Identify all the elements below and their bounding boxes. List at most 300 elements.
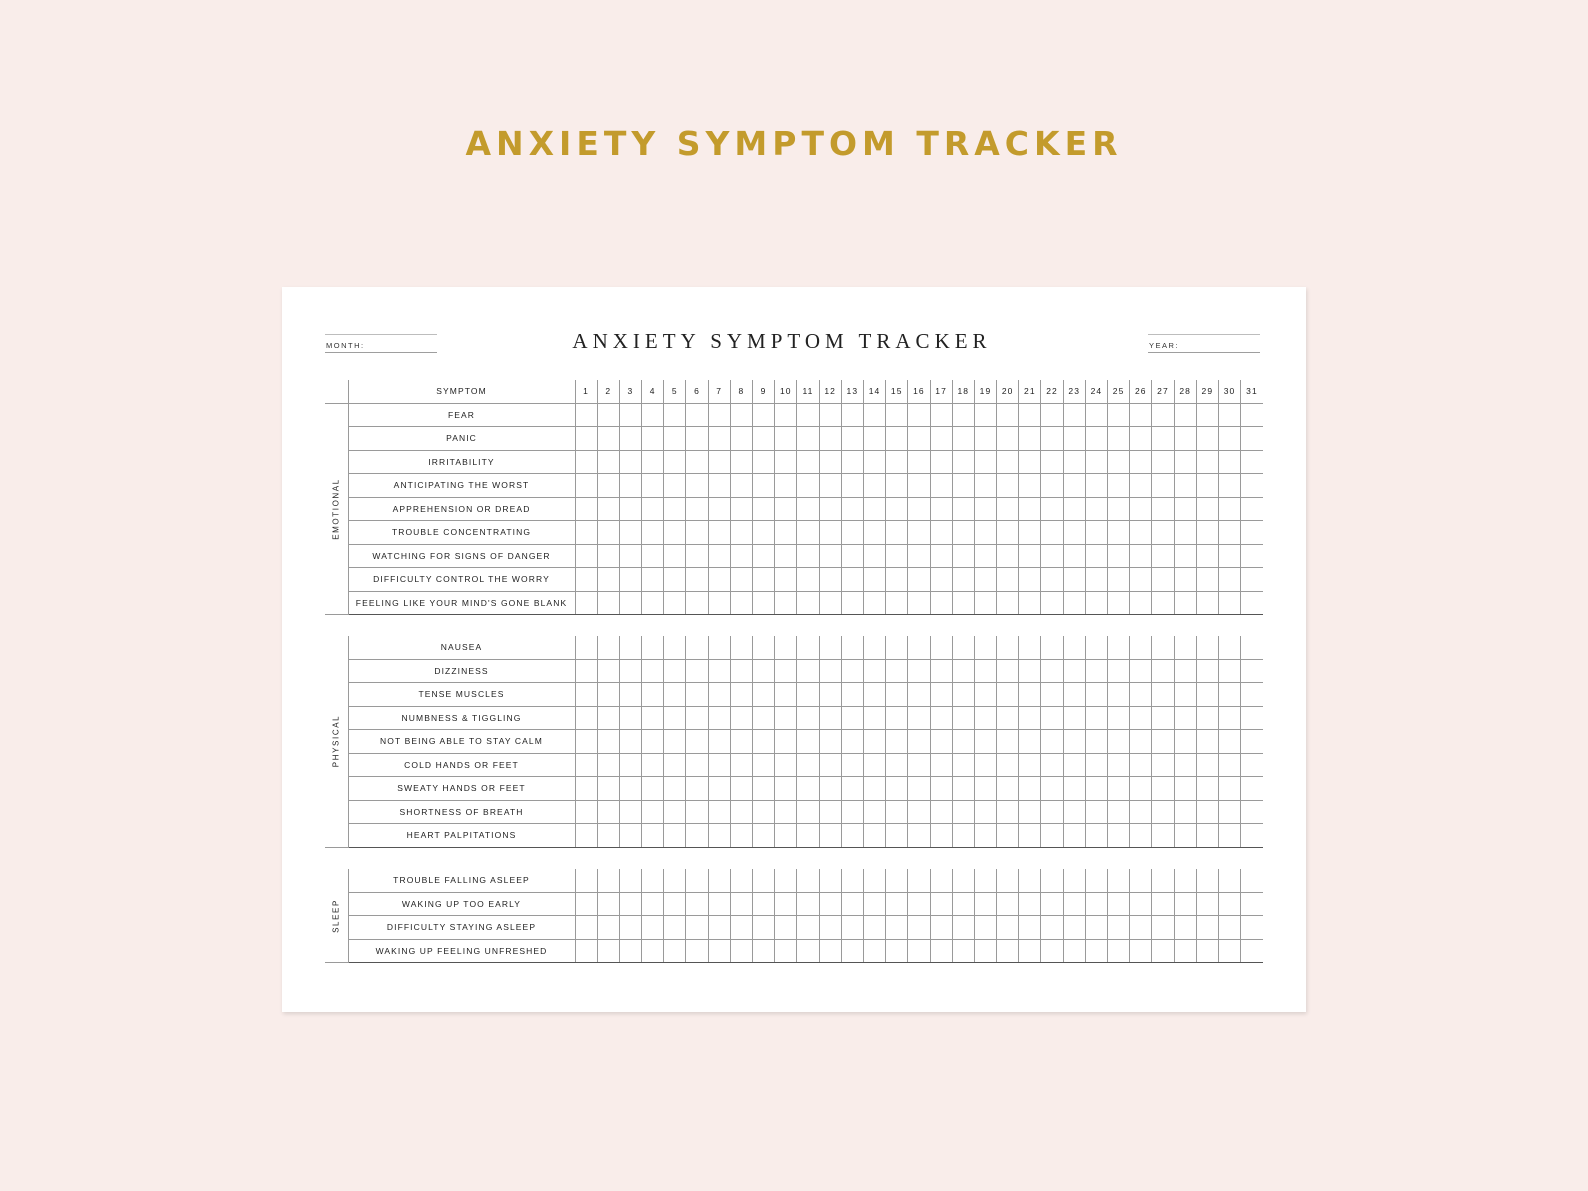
day-checkbox-cell[interactable] bbox=[686, 892, 708, 916]
day-checkbox-cell[interactable] bbox=[819, 636, 841, 659]
day-checkbox-cell[interactable] bbox=[575, 403, 597, 427]
day-checkbox-cell[interactable] bbox=[575, 521, 597, 545]
day-checkbox-cell[interactable] bbox=[775, 659, 797, 683]
day-checkbox-cell[interactable] bbox=[664, 544, 686, 568]
day-checkbox-cell[interactable] bbox=[1019, 939, 1041, 963]
day-checkbox-cell[interactable] bbox=[1019, 497, 1041, 521]
day-checkbox-cell[interactable] bbox=[997, 916, 1019, 940]
day-checkbox-cell[interactable] bbox=[1085, 403, 1107, 427]
day-checkbox-cell[interactable] bbox=[1241, 916, 1263, 940]
day-checkbox-cell[interactable] bbox=[863, 450, 885, 474]
day-checkbox-cell[interactable] bbox=[1196, 403, 1218, 427]
day-checkbox-cell[interactable] bbox=[997, 403, 1019, 427]
day-checkbox-cell[interactable] bbox=[1085, 800, 1107, 824]
day-checkbox-cell[interactable] bbox=[797, 403, 819, 427]
day-checkbox-cell[interactable] bbox=[841, 659, 863, 683]
day-checkbox-cell[interactable] bbox=[908, 916, 930, 940]
day-checkbox-cell[interactable] bbox=[886, 892, 908, 916]
day-checkbox-cell[interactable] bbox=[664, 777, 686, 801]
day-checkbox-cell[interactable] bbox=[664, 497, 686, 521]
day-checkbox-cell[interactable] bbox=[841, 474, 863, 498]
day-checkbox-cell[interactable] bbox=[930, 777, 952, 801]
day-checkbox-cell[interactable] bbox=[952, 521, 974, 545]
day-checkbox-cell[interactable] bbox=[841, 427, 863, 451]
day-checkbox-cell[interactable] bbox=[730, 824, 752, 848]
day-checkbox-cell[interactable] bbox=[974, 497, 996, 521]
day-checkbox-cell[interactable] bbox=[974, 916, 996, 940]
day-checkbox-cell[interactable] bbox=[1241, 521, 1263, 545]
day-checkbox-cell[interactable] bbox=[1108, 730, 1130, 754]
day-checkbox-cell[interactable] bbox=[797, 869, 819, 892]
day-checkbox-cell[interactable] bbox=[1019, 753, 1041, 777]
day-checkbox-cell[interactable] bbox=[819, 683, 841, 707]
day-checkbox-cell[interactable] bbox=[708, 427, 730, 451]
day-checkbox-cell[interactable] bbox=[642, 544, 664, 568]
day-checkbox-cell[interactable] bbox=[841, 706, 863, 730]
day-checkbox-cell[interactable] bbox=[930, 521, 952, 545]
day-checkbox-cell[interactable] bbox=[863, 706, 885, 730]
day-checkbox-cell[interactable] bbox=[1063, 544, 1085, 568]
day-checkbox-cell[interactable] bbox=[886, 521, 908, 545]
day-checkbox-cell[interactable] bbox=[1085, 591, 1107, 615]
day-checkbox-cell[interactable] bbox=[930, 869, 952, 892]
day-checkbox-cell[interactable] bbox=[997, 800, 1019, 824]
day-checkbox-cell[interactable] bbox=[686, 403, 708, 427]
day-checkbox-cell[interactable] bbox=[686, 659, 708, 683]
day-checkbox-cell[interactable] bbox=[841, 450, 863, 474]
day-checkbox-cell[interactable] bbox=[619, 474, 641, 498]
day-checkbox-cell[interactable] bbox=[863, 568, 885, 592]
day-checkbox-cell[interactable] bbox=[619, 683, 641, 707]
day-checkbox-cell[interactable] bbox=[1196, 568, 1218, 592]
day-checkbox-cell[interactable] bbox=[753, 753, 775, 777]
day-checkbox-cell[interactable] bbox=[1108, 474, 1130, 498]
day-checkbox-cell[interactable] bbox=[908, 474, 930, 498]
day-checkbox-cell[interactable] bbox=[797, 544, 819, 568]
day-checkbox-cell[interactable] bbox=[1085, 777, 1107, 801]
day-checkbox-cell[interactable] bbox=[1063, 521, 1085, 545]
day-checkbox-cell[interactable] bbox=[664, 800, 686, 824]
day-checkbox-cell[interactable] bbox=[597, 824, 619, 848]
day-checkbox-cell[interactable] bbox=[1019, 544, 1041, 568]
day-checkbox-cell[interactable] bbox=[1019, 450, 1041, 474]
day-checkbox-cell[interactable] bbox=[775, 544, 797, 568]
day-checkbox-cell[interactable] bbox=[819, 427, 841, 451]
day-checkbox-cell[interactable] bbox=[1130, 497, 1152, 521]
day-checkbox-cell[interactable] bbox=[1130, 824, 1152, 848]
day-checkbox-cell[interactable] bbox=[997, 777, 1019, 801]
day-checkbox-cell[interactable] bbox=[1152, 800, 1174, 824]
day-checkbox-cell[interactable] bbox=[730, 474, 752, 498]
day-checkbox-cell[interactable] bbox=[1019, 427, 1041, 451]
day-checkbox-cell[interactable] bbox=[997, 730, 1019, 754]
day-checkbox-cell[interactable] bbox=[1063, 730, 1085, 754]
day-checkbox-cell[interactable] bbox=[1108, 706, 1130, 730]
day-checkbox-cell[interactable] bbox=[863, 521, 885, 545]
day-checkbox-cell[interactable] bbox=[797, 683, 819, 707]
day-checkbox-cell[interactable] bbox=[863, 659, 885, 683]
day-checkbox-cell[interactable] bbox=[1108, 659, 1130, 683]
day-checkbox-cell[interactable] bbox=[775, 916, 797, 940]
day-checkbox-cell[interactable] bbox=[1130, 777, 1152, 801]
day-checkbox-cell[interactable] bbox=[1152, 706, 1174, 730]
day-checkbox-cell[interactable] bbox=[952, 568, 974, 592]
day-checkbox-cell[interactable] bbox=[1174, 939, 1196, 963]
day-checkbox-cell[interactable] bbox=[730, 800, 752, 824]
day-checkbox-cell[interactable] bbox=[619, 450, 641, 474]
day-checkbox-cell[interactable] bbox=[797, 636, 819, 659]
day-checkbox-cell[interactable] bbox=[708, 636, 730, 659]
day-checkbox-cell[interactable] bbox=[1063, 474, 1085, 498]
day-checkbox-cell[interactable] bbox=[1152, 497, 1174, 521]
day-checkbox-cell[interactable] bbox=[642, 916, 664, 940]
day-checkbox-cell[interactable] bbox=[1218, 777, 1240, 801]
day-checkbox-cell[interactable] bbox=[642, 497, 664, 521]
day-checkbox-cell[interactable] bbox=[664, 683, 686, 707]
day-checkbox-cell[interactable] bbox=[619, 777, 641, 801]
day-checkbox-cell[interactable] bbox=[1063, 427, 1085, 451]
day-checkbox-cell[interactable] bbox=[886, 568, 908, 592]
day-checkbox-cell[interactable] bbox=[1241, 824, 1263, 848]
day-checkbox-cell[interactable] bbox=[753, 427, 775, 451]
day-checkbox-cell[interactable] bbox=[1019, 869, 1041, 892]
day-checkbox-cell[interactable] bbox=[1241, 568, 1263, 592]
day-checkbox-cell[interactable] bbox=[730, 869, 752, 892]
day-checkbox-cell[interactable] bbox=[1152, 659, 1174, 683]
day-checkbox-cell[interactable] bbox=[597, 403, 619, 427]
day-checkbox-cell[interactable] bbox=[775, 403, 797, 427]
day-checkbox-cell[interactable] bbox=[730, 450, 752, 474]
day-checkbox-cell[interactable] bbox=[930, 450, 952, 474]
day-checkbox-cell[interactable] bbox=[730, 591, 752, 615]
day-checkbox-cell[interactable] bbox=[997, 636, 1019, 659]
day-checkbox-cell[interactable] bbox=[664, 916, 686, 940]
day-checkbox-cell[interactable] bbox=[1085, 916, 1107, 940]
day-checkbox-cell[interactable] bbox=[597, 916, 619, 940]
day-checkbox-cell[interactable] bbox=[1241, 753, 1263, 777]
day-checkbox-cell[interactable] bbox=[1130, 474, 1152, 498]
day-checkbox-cell[interactable] bbox=[863, 730, 885, 754]
day-checkbox-cell[interactable] bbox=[753, 892, 775, 916]
day-checkbox-cell[interactable] bbox=[664, 636, 686, 659]
day-checkbox-cell[interactable] bbox=[974, 800, 996, 824]
day-checkbox-cell[interactable] bbox=[1019, 521, 1041, 545]
day-checkbox-cell[interactable] bbox=[1196, 916, 1218, 940]
day-checkbox-cell[interactable] bbox=[775, 568, 797, 592]
day-checkbox-cell[interactable] bbox=[997, 683, 1019, 707]
day-checkbox-cell[interactable] bbox=[997, 892, 1019, 916]
day-checkbox-cell[interactable] bbox=[708, 659, 730, 683]
day-checkbox-cell[interactable] bbox=[974, 521, 996, 545]
day-checkbox-cell[interactable] bbox=[1152, 403, 1174, 427]
day-checkbox-cell[interactable] bbox=[753, 916, 775, 940]
day-checkbox-cell[interactable] bbox=[686, 636, 708, 659]
day-checkbox-cell[interactable] bbox=[619, 591, 641, 615]
day-checkbox-cell[interactable] bbox=[664, 730, 686, 754]
day-checkbox-cell[interactable] bbox=[1063, 869, 1085, 892]
day-checkbox-cell[interactable] bbox=[619, 544, 641, 568]
day-checkbox-cell[interactable] bbox=[1019, 403, 1041, 427]
day-checkbox-cell[interactable] bbox=[841, 892, 863, 916]
day-checkbox-cell[interactable] bbox=[575, 730, 597, 754]
day-checkbox-cell[interactable] bbox=[1085, 730, 1107, 754]
day-checkbox-cell[interactable] bbox=[575, 427, 597, 451]
day-checkbox-cell[interactable] bbox=[1085, 869, 1107, 892]
day-checkbox-cell[interactable] bbox=[575, 450, 597, 474]
day-checkbox-cell[interactable] bbox=[686, 683, 708, 707]
day-checkbox-cell[interactable] bbox=[1218, 497, 1240, 521]
day-checkbox-cell[interactable] bbox=[797, 568, 819, 592]
day-checkbox-cell[interactable] bbox=[797, 730, 819, 754]
day-checkbox-cell[interactable] bbox=[730, 403, 752, 427]
day-checkbox-cell[interactable] bbox=[708, 403, 730, 427]
day-checkbox-cell[interactable] bbox=[1041, 730, 1063, 754]
day-checkbox-cell[interactable] bbox=[974, 753, 996, 777]
day-checkbox-cell[interactable] bbox=[708, 753, 730, 777]
day-checkbox-cell[interactable] bbox=[974, 706, 996, 730]
day-checkbox-cell[interactable] bbox=[1085, 544, 1107, 568]
day-checkbox-cell[interactable] bbox=[1241, 869, 1263, 892]
day-checkbox-cell[interactable] bbox=[997, 591, 1019, 615]
day-checkbox-cell[interactable] bbox=[930, 892, 952, 916]
day-checkbox-cell[interactable] bbox=[753, 497, 775, 521]
day-checkbox-cell[interactable] bbox=[1085, 450, 1107, 474]
day-checkbox-cell[interactable] bbox=[642, 427, 664, 451]
day-checkbox-cell[interactable] bbox=[708, 450, 730, 474]
day-checkbox-cell[interactable] bbox=[619, 939, 641, 963]
day-checkbox-cell[interactable] bbox=[797, 824, 819, 848]
day-checkbox-cell[interactable] bbox=[886, 869, 908, 892]
day-checkbox-cell[interactable] bbox=[753, 730, 775, 754]
day-checkbox-cell[interactable] bbox=[952, 706, 974, 730]
day-checkbox-cell[interactable] bbox=[619, 824, 641, 848]
day-checkbox-cell[interactable] bbox=[819, 939, 841, 963]
day-checkbox-cell[interactable] bbox=[841, 916, 863, 940]
day-checkbox-cell[interactable] bbox=[1108, 544, 1130, 568]
day-checkbox-cell[interactable] bbox=[908, 591, 930, 615]
day-checkbox-cell[interactable] bbox=[1130, 659, 1152, 683]
day-checkbox-cell[interactable] bbox=[619, 659, 641, 683]
day-checkbox-cell[interactable] bbox=[1152, 568, 1174, 592]
day-checkbox-cell[interactable] bbox=[775, 892, 797, 916]
day-checkbox-cell[interactable] bbox=[1196, 824, 1218, 848]
day-checkbox-cell[interactable] bbox=[1174, 824, 1196, 848]
day-checkbox-cell[interactable] bbox=[1130, 753, 1152, 777]
day-checkbox-cell[interactable] bbox=[997, 659, 1019, 683]
day-checkbox-cell[interactable] bbox=[908, 706, 930, 730]
day-checkbox-cell[interactable] bbox=[797, 474, 819, 498]
day-checkbox-cell[interactable] bbox=[597, 636, 619, 659]
day-checkbox-cell[interactable] bbox=[1019, 916, 1041, 940]
day-checkbox-cell[interactable] bbox=[930, 474, 952, 498]
day-checkbox-cell[interactable] bbox=[1152, 683, 1174, 707]
day-checkbox-cell[interactable] bbox=[575, 916, 597, 940]
day-checkbox-cell[interactable] bbox=[1019, 777, 1041, 801]
day-checkbox-cell[interactable] bbox=[775, 521, 797, 545]
day-checkbox-cell[interactable] bbox=[619, 403, 641, 427]
day-checkbox-cell[interactable] bbox=[997, 521, 1019, 545]
day-checkbox-cell[interactable] bbox=[664, 892, 686, 916]
day-checkbox-cell[interactable] bbox=[886, 497, 908, 521]
day-checkbox-cell[interactable] bbox=[974, 777, 996, 801]
day-checkbox-cell[interactable] bbox=[797, 892, 819, 916]
day-checkbox-cell[interactable] bbox=[1196, 450, 1218, 474]
day-checkbox-cell[interactable] bbox=[819, 659, 841, 683]
day-checkbox-cell[interactable] bbox=[753, 659, 775, 683]
day-checkbox-cell[interactable] bbox=[841, 544, 863, 568]
day-checkbox-cell[interactable] bbox=[1218, 403, 1240, 427]
day-checkbox-cell[interactable] bbox=[1041, 636, 1063, 659]
day-checkbox-cell[interactable] bbox=[686, 544, 708, 568]
day-checkbox-cell[interactable] bbox=[1152, 521, 1174, 545]
day-checkbox-cell[interactable] bbox=[1130, 730, 1152, 754]
day-checkbox-cell[interactable] bbox=[664, 521, 686, 545]
day-checkbox-cell[interactable] bbox=[1196, 706, 1218, 730]
day-checkbox-cell[interactable] bbox=[642, 753, 664, 777]
day-checkbox-cell[interactable] bbox=[1041, 474, 1063, 498]
day-checkbox-cell[interactable] bbox=[908, 824, 930, 848]
day-checkbox-cell[interactable] bbox=[619, 706, 641, 730]
day-checkbox-cell[interactable] bbox=[775, 683, 797, 707]
day-checkbox-cell[interactable] bbox=[1174, 636, 1196, 659]
day-checkbox-cell[interactable] bbox=[908, 427, 930, 451]
day-checkbox-cell[interactable] bbox=[597, 753, 619, 777]
day-checkbox-cell[interactable] bbox=[863, 753, 885, 777]
day-checkbox-cell[interactable] bbox=[708, 777, 730, 801]
day-checkbox-cell[interactable] bbox=[730, 497, 752, 521]
day-checkbox-cell[interactable] bbox=[886, 403, 908, 427]
day-checkbox-cell[interactable] bbox=[730, 521, 752, 545]
day-checkbox-cell[interactable] bbox=[708, 892, 730, 916]
day-checkbox-cell[interactable] bbox=[686, 777, 708, 801]
day-checkbox-cell[interactable] bbox=[753, 636, 775, 659]
day-checkbox-cell[interactable] bbox=[686, 939, 708, 963]
day-checkbox-cell[interactable] bbox=[1085, 892, 1107, 916]
day-checkbox-cell[interactable] bbox=[575, 777, 597, 801]
day-checkbox-cell[interactable] bbox=[1085, 568, 1107, 592]
day-checkbox-cell[interactable] bbox=[1174, 403, 1196, 427]
day-checkbox-cell[interactable] bbox=[952, 659, 974, 683]
day-checkbox-cell[interactable] bbox=[886, 777, 908, 801]
day-checkbox-cell[interactable] bbox=[997, 497, 1019, 521]
day-checkbox-cell[interactable] bbox=[863, 636, 885, 659]
day-checkbox-cell[interactable] bbox=[797, 800, 819, 824]
day-checkbox-cell[interactable] bbox=[642, 800, 664, 824]
day-checkbox-cell[interactable] bbox=[1196, 683, 1218, 707]
day-checkbox-cell[interactable] bbox=[775, 474, 797, 498]
day-checkbox-cell[interactable] bbox=[819, 521, 841, 545]
day-checkbox-cell[interactable] bbox=[1196, 730, 1218, 754]
day-checkbox-cell[interactable] bbox=[1108, 636, 1130, 659]
day-checkbox-cell[interactable] bbox=[952, 777, 974, 801]
day-checkbox-cell[interactable] bbox=[908, 800, 930, 824]
day-checkbox-cell[interactable] bbox=[1085, 706, 1107, 730]
day-checkbox-cell[interactable] bbox=[1196, 939, 1218, 963]
day-checkbox-cell[interactable] bbox=[664, 474, 686, 498]
day-checkbox-cell[interactable] bbox=[753, 591, 775, 615]
day-checkbox-cell[interactable] bbox=[1108, 753, 1130, 777]
day-checkbox-cell[interactable] bbox=[664, 706, 686, 730]
day-checkbox-cell[interactable] bbox=[730, 706, 752, 730]
day-checkbox-cell[interactable] bbox=[775, 706, 797, 730]
day-checkbox-cell[interactable] bbox=[730, 730, 752, 754]
day-checkbox-cell[interactable] bbox=[1063, 824, 1085, 848]
day-checkbox-cell[interactable] bbox=[1196, 800, 1218, 824]
day-checkbox-cell[interactable] bbox=[597, 474, 619, 498]
day-checkbox-cell[interactable] bbox=[597, 706, 619, 730]
day-checkbox-cell[interactable] bbox=[597, 939, 619, 963]
day-checkbox-cell[interactable] bbox=[619, 636, 641, 659]
day-checkbox-cell[interactable] bbox=[908, 544, 930, 568]
day-checkbox-cell[interactable] bbox=[952, 939, 974, 963]
day-checkbox-cell[interactable] bbox=[775, 939, 797, 963]
day-checkbox-cell[interactable] bbox=[1196, 636, 1218, 659]
day-checkbox-cell[interactable] bbox=[1108, 427, 1130, 451]
day-checkbox-cell[interactable] bbox=[797, 659, 819, 683]
day-checkbox-cell[interactable] bbox=[619, 916, 641, 940]
day-checkbox-cell[interactable] bbox=[1218, 636, 1240, 659]
day-checkbox-cell[interactable] bbox=[1130, 916, 1152, 940]
day-checkbox-cell[interactable] bbox=[952, 591, 974, 615]
day-checkbox-cell[interactable] bbox=[1019, 636, 1041, 659]
day-checkbox-cell[interactable] bbox=[863, 474, 885, 498]
day-checkbox-cell[interactable] bbox=[619, 800, 641, 824]
day-checkbox-cell[interactable] bbox=[930, 800, 952, 824]
day-checkbox-cell[interactable] bbox=[1196, 892, 1218, 916]
day-checkbox-cell[interactable] bbox=[686, 497, 708, 521]
day-checkbox-cell[interactable] bbox=[597, 730, 619, 754]
day-checkbox-cell[interactable] bbox=[1196, 777, 1218, 801]
day-checkbox-cell[interactable] bbox=[1019, 591, 1041, 615]
day-checkbox-cell[interactable] bbox=[908, 521, 930, 545]
day-checkbox-cell[interactable] bbox=[974, 568, 996, 592]
day-checkbox-cell[interactable] bbox=[819, 777, 841, 801]
day-checkbox-cell[interactable] bbox=[908, 497, 930, 521]
day-checkbox-cell[interactable] bbox=[575, 659, 597, 683]
day-checkbox-cell[interactable] bbox=[1108, 568, 1130, 592]
day-checkbox-cell[interactable] bbox=[1041, 591, 1063, 615]
day-checkbox-cell[interactable] bbox=[686, 800, 708, 824]
day-checkbox-cell[interactable] bbox=[1041, 403, 1063, 427]
day-checkbox-cell[interactable] bbox=[1218, 683, 1240, 707]
day-checkbox-cell[interactable] bbox=[1063, 916, 1085, 940]
day-checkbox-cell[interactable] bbox=[997, 474, 1019, 498]
day-checkbox-cell[interactable] bbox=[930, 730, 952, 754]
day-checkbox-cell[interactable] bbox=[753, 450, 775, 474]
day-checkbox-cell[interactable] bbox=[1152, 591, 1174, 615]
day-checkbox-cell[interactable] bbox=[664, 403, 686, 427]
day-checkbox-cell[interactable] bbox=[575, 591, 597, 615]
day-checkbox-cell[interactable] bbox=[1108, 403, 1130, 427]
day-checkbox-cell[interactable] bbox=[730, 568, 752, 592]
day-checkbox-cell[interactable] bbox=[619, 497, 641, 521]
day-checkbox-cell[interactable] bbox=[686, 916, 708, 940]
day-checkbox-cell[interactable] bbox=[1152, 916, 1174, 940]
day-checkbox-cell[interactable] bbox=[886, 544, 908, 568]
day-checkbox-cell[interactable] bbox=[841, 521, 863, 545]
day-checkbox-cell[interactable] bbox=[841, 869, 863, 892]
day-checkbox-cell[interactable] bbox=[664, 568, 686, 592]
day-checkbox-cell[interactable] bbox=[1152, 869, 1174, 892]
day-checkbox-cell[interactable] bbox=[997, 753, 1019, 777]
day-checkbox-cell[interactable] bbox=[597, 427, 619, 451]
day-checkbox-cell[interactable] bbox=[1019, 474, 1041, 498]
day-checkbox-cell[interactable] bbox=[642, 892, 664, 916]
day-checkbox-cell[interactable] bbox=[1152, 753, 1174, 777]
day-checkbox-cell[interactable] bbox=[1152, 939, 1174, 963]
day-checkbox-cell[interactable] bbox=[974, 450, 996, 474]
day-checkbox-cell[interactable] bbox=[997, 824, 1019, 848]
